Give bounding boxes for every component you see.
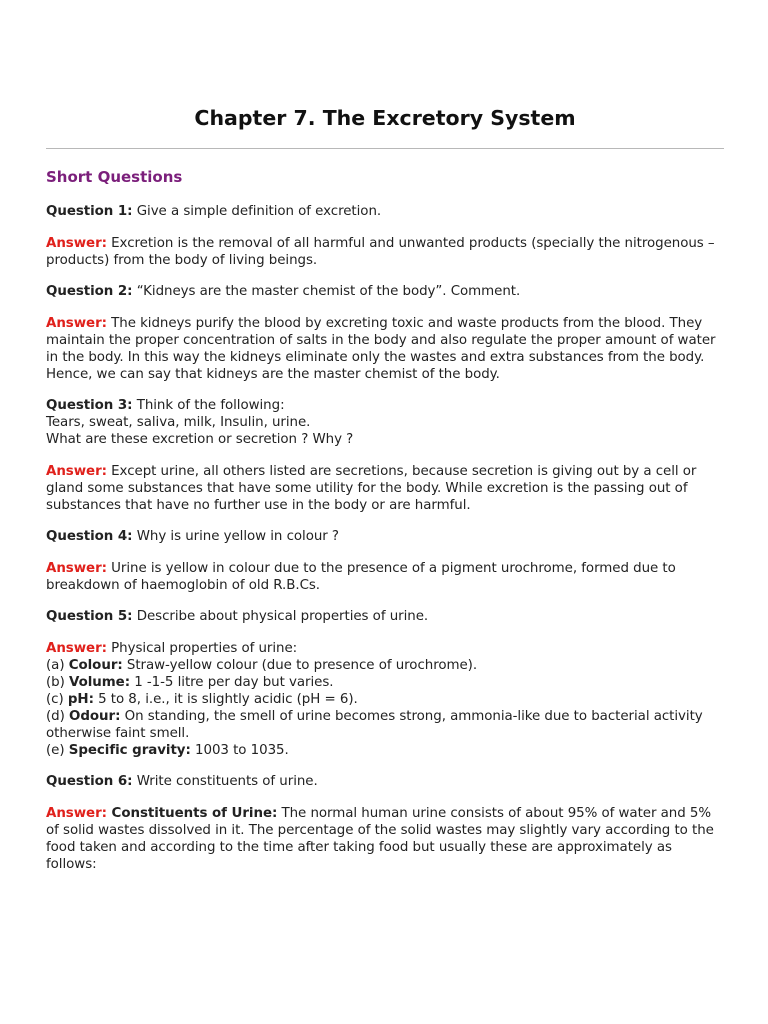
answer-text: Physical properties of urine: bbox=[106, 640, 298, 656]
property-prefix: (b) bbox=[46, 674, 70, 690]
question-2 bbox=[46, 283, 726, 300]
answer-label: Answer: bbox=[46, 463, 107, 479]
answer-label: Answer: bbox=[46, 315, 107, 331]
question-text: “Kidneys are the master chemist of the body”. Comment. bbox=[132, 284, 521, 299]
property-term: Odour: bbox=[69, 708, 121, 724]
question-text: Think of the following: bbox=[132, 398, 285, 413]
property-prefix: (a) bbox=[46, 657, 69, 673]
question-1 bbox=[46, 203, 726, 220]
answer-label: Answer: bbox=[46, 640, 107, 656]
qa-content bbox=[46, 203, 726, 887]
question-text: Describe about physical properties of urine. bbox=[132, 609, 429, 624]
property-prefix: (e) bbox=[46, 742, 69, 758]
question-text: Write constituents of urine. bbox=[132, 774, 318, 789]
property-text: On standing, the smell of urine becomes strong, ammonia-like due to bacterial activity otherwise faint smell. bbox=[46, 708, 703, 741]
answer-label: Answer: bbox=[46, 805, 107, 821]
property-text: 1003 to 1035. bbox=[190, 742, 289, 758]
question-text: Give a simple definition of excretion. bbox=[132, 204, 382, 219]
property-term: Colour: bbox=[68, 657, 123, 673]
answer-text: The normal human urine consists of about 95% of water and 5% of solid wastes dissolved in it. The percentage of the solid wastes may slightly vary according to the food taken and according to the time after taking food but usually these are approximately as follows: bbox=[46, 805, 714, 872]
section-heading: Short Questions bbox=[46, 168, 183, 186]
answer-label: Answer: bbox=[46, 560, 107, 576]
question-4 bbox=[46, 528, 726, 545]
question-text: Why is urine yellow in colour ? bbox=[132, 529, 339, 544]
title-divider bbox=[46, 148, 724, 149]
property-term: pH: bbox=[67, 691, 94, 707]
property-text: 1 -1-5 litre per day but varies. bbox=[130, 674, 334, 690]
question-3 bbox=[46, 397, 726, 448]
question-6 bbox=[46, 773, 726, 790]
question-text-line-2: Tears, sweat, saliva, milk, Insulin, urine. bbox=[46, 415, 311, 430]
answer-2 bbox=[46, 315, 726, 383]
answer-text: The kidneys purify the blood by excreting toxic and waste products from the blood. They maintain the proper concentration of salts in the body and also regulate the proper amount of water in the body. In this way the kidneys eliminate only the wastes and extra substances from the body. Hence, we can say that kidneys are the master chemist of the body. bbox=[46, 315, 716, 382]
answer-4 bbox=[46, 560, 726, 594]
question-text-line-3: What are these excretion or secretion ? Why ? bbox=[46, 432, 354, 447]
answer-6 bbox=[46, 805, 726, 873]
answer-term: Constituents of Urine: bbox=[106, 805, 278, 821]
answer-text: Excretion is the removal of all harmful and unwanted products (specially the nitrogenous – products) from the body of living beings. bbox=[46, 235, 715, 268]
question-5 bbox=[46, 608, 726, 625]
property-term: Volume: bbox=[69, 674, 131, 690]
answer-text: Except urine, all others listed are secretions, because secretion is giving out by a cell or gland some substances that have some utility for the body. While excretion is the passing out of substances that have no further use in the body or are harmful. bbox=[46, 463, 697, 513]
answer-1 bbox=[46, 235, 726, 269]
question-label: Question 2: bbox=[46, 284, 133, 299]
chapter-title: Chapter 7. The Excretory System bbox=[194, 106, 576, 130]
property-text: Straw-yellow colour (due to presence of urochrome). bbox=[122, 657, 478, 673]
question-label: Question 5: bbox=[46, 609, 133, 624]
answer-5 bbox=[46, 640, 726, 759]
question-label: Question 1: bbox=[46, 204, 133, 219]
answer-text: Urine is yellow in colour due to the presence of a pigment urochrome, formed due to breakdown of haemoglobin of old R.B.Cs. bbox=[46, 560, 676, 593]
answer-label: Answer: bbox=[46, 235, 107, 251]
property-term: Specific gravity: bbox=[68, 742, 191, 758]
answer-3 bbox=[46, 463, 726, 514]
question-label: Question 3: bbox=[46, 398, 133, 413]
property-prefix: (d) bbox=[46, 708, 70, 724]
question-label: Question 4: bbox=[46, 529, 133, 544]
property-prefix: (c) bbox=[46, 691, 68, 707]
property-text: 5 to 8, i.e., it is slightly acidic (pH = 6). bbox=[93, 691, 358, 707]
question-label: Question 6: bbox=[46, 774, 133, 789]
